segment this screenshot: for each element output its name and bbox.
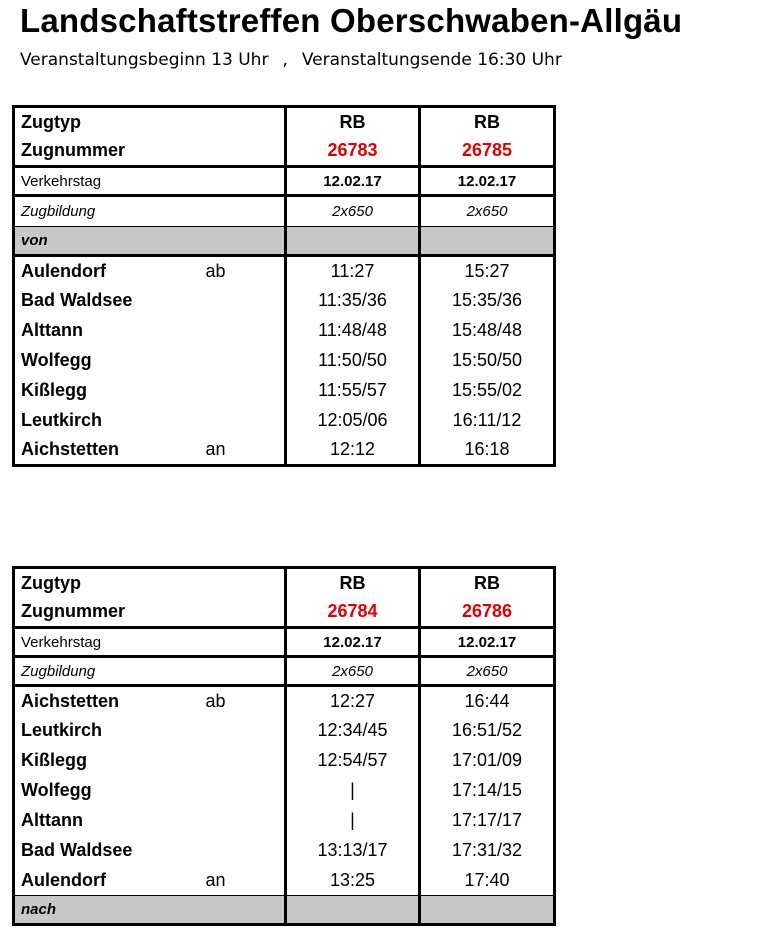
stop-time: | xyxy=(286,776,420,806)
zugbildung-label: Zugbildung xyxy=(14,196,286,227)
stop-time: 12:05/06 xyxy=(286,406,420,436)
stop-name: Aulendorf xyxy=(14,256,200,286)
stop-qualifier xyxy=(200,746,286,776)
stop-row xyxy=(14,866,555,896)
stop-time: 16:44 xyxy=(420,686,555,716)
stop-time: 16:18 xyxy=(420,436,555,466)
stop-name: Wolfegg xyxy=(21,350,92,370)
row-zugbildung xyxy=(14,657,555,686)
section-label: nach xyxy=(14,896,286,925)
stop-qualifier xyxy=(200,376,286,406)
stop-time: 16:51/52 xyxy=(420,716,555,746)
stop-time: 12:34/45 xyxy=(286,716,420,746)
stop-time: 12:12 xyxy=(286,436,420,466)
stop-time: 11:48/48 xyxy=(286,316,420,346)
section-filler xyxy=(286,227,420,256)
stop-time: 15:55/02 xyxy=(420,376,555,406)
stop-time: 17:14/15 xyxy=(420,776,555,806)
stop-row xyxy=(14,806,555,836)
row-section-nach xyxy=(14,896,555,925)
train-formation: 2x650 xyxy=(286,196,420,227)
stop-name: Aichstetten xyxy=(14,686,200,716)
stop-time: 17:17/17 xyxy=(420,806,555,836)
stop-name: Leutkirch xyxy=(21,720,103,740)
train-number: 26783 xyxy=(286,137,420,167)
stop-time: 15:50/50 xyxy=(420,346,555,376)
row-zugtyp xyxy=(14,568,555,598)
stop-time: 17:31/32 xyxy=(420,836,555,866)
train-number: 26786 xyxy=(420,598,555,628)
stop-time: 15:27 xyxy=(420,256,555,286)
zugtyp-label: Zugtyp xyxy=(21,572,81,593)
row-section-von xyxy=(14,227,555,256)
stop-qualifier xyxy=(200,716,286,746)
event-start: Veranstaltungsbeginn 13 Uhr xyxy=(20,50,269,70)
stop-row xyxy=(14,836,555,866)
verkehrstag-label: Verkehrstag xyxy=(14,167,286,196)
event-times xyxy=(20,50,562,70)
stop-time: 13:13/17 xyxy=(286,836,420,866)
stop-name: Wolfegg xyxy=(21,780,92,800)
stop-time: 17:01/09 xyxy=(420,746,555,776)
timetable-outbound xyxy=(12,105,556,467)
stop-time: 11:50/50 xyxy=(286,346,420,376)
stop-time: | xyxy=(286,806,420,836)
stop-row xyxy=(14,436,555,466)
row-zugtyp xyxy=(14,107,555,137)
stop-qualifier xyxy=(200,836,286,866)
stop-row xyxy=(14,316,555,346)
stop-name: Aulendorf xyxy=(21,869,106,890)
stop-row xyxy=(14,286,555,316)
stop-name: Bad Waldsee xyxy=(21,290,133,310)
stop-time: 16:11/12 xyxy=(420,406,555,436)
train-date: 12.02.17 xyxy=(286,167,420,196)
row-zugnummer xyxy=(14,598,555,628)
stop-qualifier: ab xyxy=(200,256,286,286)
stop-row xyxy=(14,746,555,776)
stop-qualifier: ab xyxy=(200,686,286,716)
event-end: Veranstaltungsende 16:30 Uhr xyxy=(301,50,562,70)
stop-qualifier: an xyxy=(205,869,226,890)
timetable-return xyxy=(12,566,556,926)
stop-qualifier: an xyxy=(205,439,226,460)
stop-name: Kißlegg xyxy=(21,750,87,770)
stop-time: 12:27 xyxy=(286,686,420,716)
verkehrstag-label: Verkehrstag xyxy=(14,628,286,657)
stop-time: 15:35/36 xyxy=(420,286,555,316)
train-type: RB xyxy=(420,107,555,137)
stop-time: 11:55/57 xyxy=(286,376,420,406)
page-title: Landschaftstreffen Oberschwaben-Allgäu xyxy=(20,2,683,39)
stop-row xyxy=(14,256,555,286)
section-filler xyxy=(420,896,555,925)
train-type: RB xyxy=(420,568,555,598)
train-type: RB xyxy=(286,107,420,137)
stop-row xyxy=(14,686,555,716)
stop-qualifier xyxy=(200,406,286,436)
stop-row xyxy=(14,346,555,376)
zugnummer-label: Zugnummer xyxy=(21,140,126,161)
stop-time: 11:35/36 xyxy=(286,286,420,316)
stop-name: Kißlegg xyxy=(21,380,87,400)
train-date: 12.02.17 xyxy=(286,628,420,657)
stop-time: 11:27 xyxy=(286,256,420,286)
zugnummer-label: Zugnummer xyxy=(21,601,126,622)
stop-qualifier xyxy=(200,806,286,836)
stop-name: Leutkirch xyxy=(21,410,103,430)
section-filler xyxy=(420,227,555,256)
row-zugbildung xyxy=(14,196,555,227)
row-zugnummer xyxy=(14,137,555,167)
stop-qualifier xyxy=(200,286,286,316)
stop-row xyxy=(14,716,555,746)
section-label: von xyxy=(14,227,286,256)
train-number: 26785 xyxy=(420,137,555,167)
event-separator: , xyxy=(282,50,288,70)
stop-row xyxy=(14,406,555,436)
train-number: 26784 xyxy=(286,598,420,628)
stop-name: Bad Waldsee xyxy=(21,840,133,860)
zugbildung-label: Zugbildung xyxy=(14,657,286,686)
row-verkehrstag xyxy=(14,628,555,657)
stop-row xyxy=(14,776,555,806)
stop-name: Aichstetten xyxy=(21,439,120,460)
row-verkehrstag xyxy=(14,167,555,196)
train-date: 12.02.17 xyxy=(420,167,555,196)
train-formation: 2x650 xyxy=(420,196,555,227)
stop-qualifier xyxy=(200,316,286,346)
stop-qualifier xyxy=(200,776,286,806)
zugtyp-label: Zugtyp xyxy=(21,111,81,132)
train-formation: 2x650 xyxy=(420,657,555,686)
stop-row xyxy=(14,376,555,406)
train-formation: 2x650 xyxy=(286,657,420,686)
stop-name: Alttann xyxy=(21,810,83,830)
stop-qualifier xyxy=(200,346,286,376)
stop-time: 12:54/57 xyxy=(286,746,420,776)
stop-time: 15:48/48 xyxy=(420,316,555,346)
stop-time: 17:40 xyxy=(420,866,555,896)
train-type: RB xyxy=(286,568,420,598)
section-filler xyxy=(286,896,420,925)
train-date: 12.02.17 xyxy=(420,628,555,657)
stop-name: Alttann xyxy=(21,320,83,340)
stop-time: 13:25 xyxy=(286,866,420,896)
